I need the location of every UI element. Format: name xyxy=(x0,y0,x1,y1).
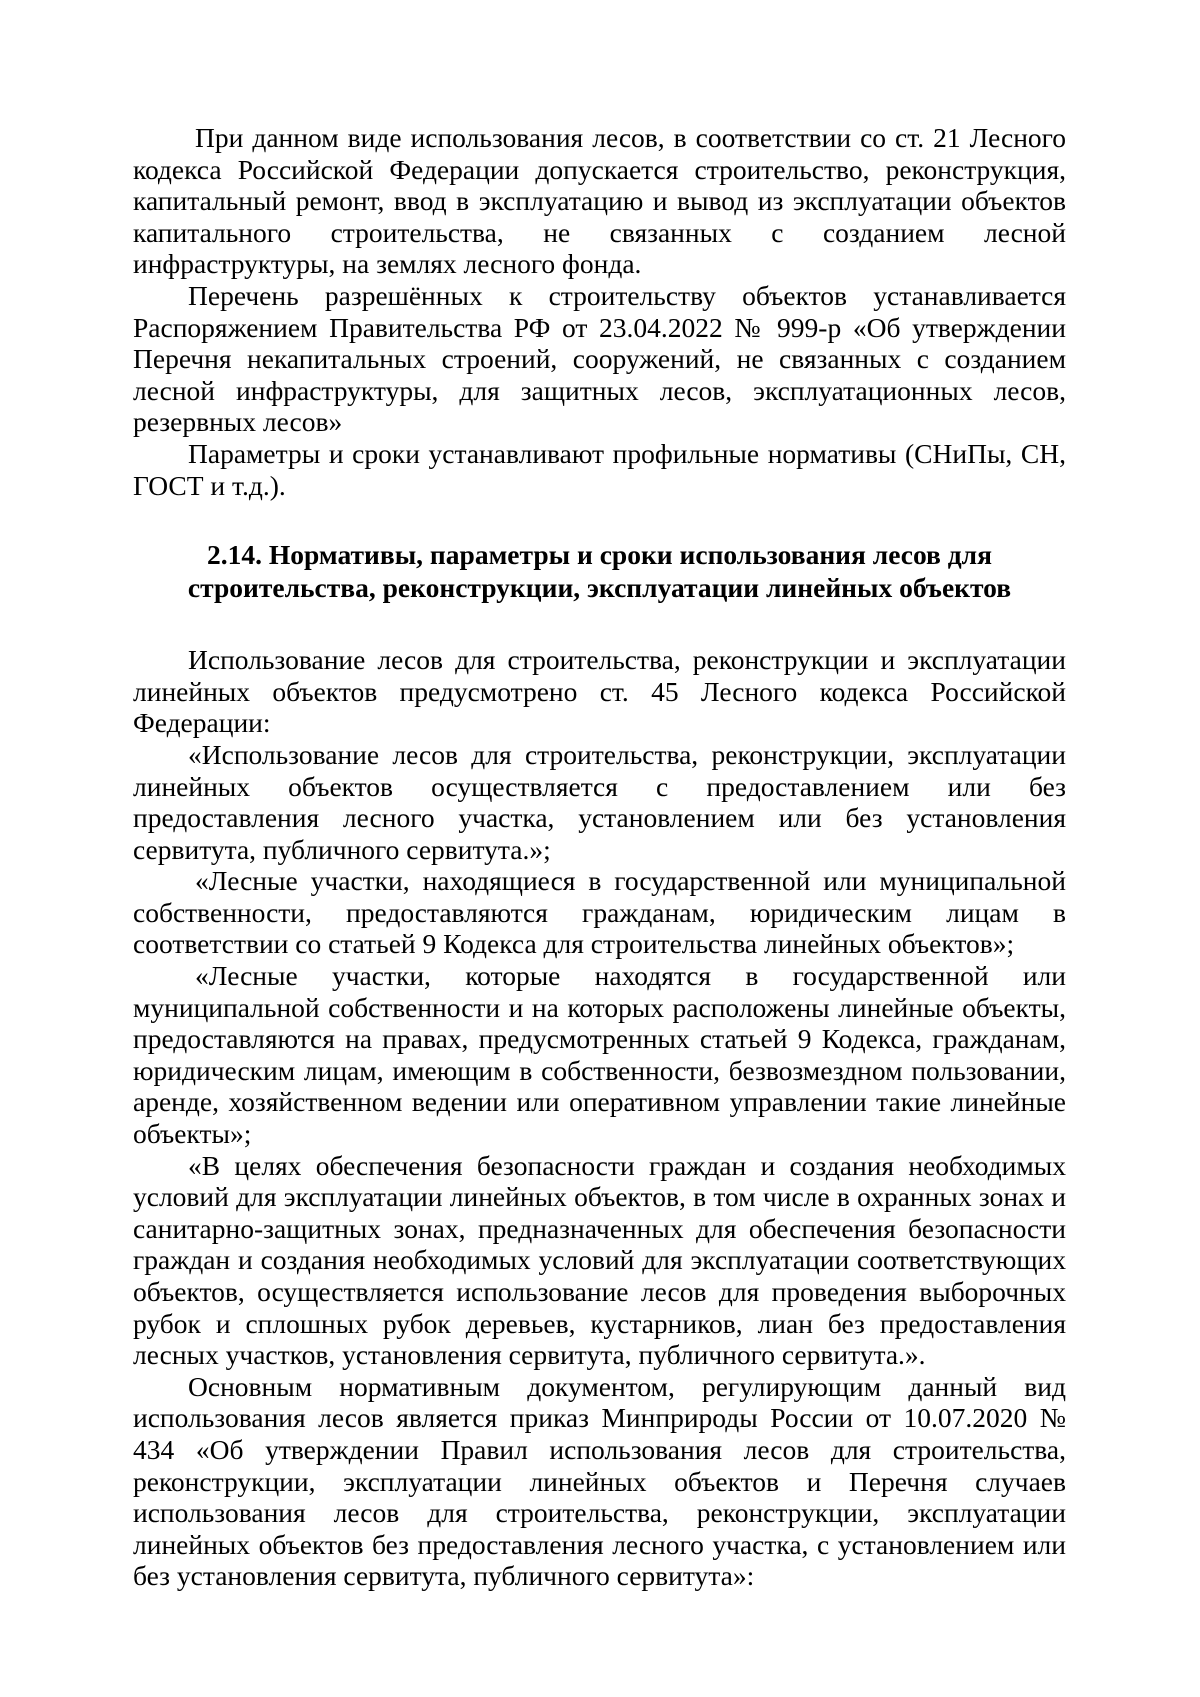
paragraph-article-45: Использование лесов для строительства, реконструкции и эксплуатации линейных объектов предусмотрено ст. 45 Лесного кодекса Российской Федерации: xyxy=(133,644,1066,739)
paragraph-quote-use-of-forests: «Использование лесов для строительства, реконструкции, эксплуатации линейных объектов осуществляется с предоставлением или без предоставления лесного участка, установлением или без установления сервитута, публичного сервитута.»; xyxy=(133,738,1066,865)
paragraph-quote-safety-zones: «В целях обеспечения безопасности граждан и создания необходимых условий для эксплуатации линейных объектов, в том числе в охранных зонах и санитарно-защитных зонах, предназначенных для обеспечения безопасности граждан и создания необходимых условий для эксплуатации соответствующих объектов, осуществляется использование лесов для проведения выборочных рубок и сплошных рубок деревьев, кустарников, лиан без предоставления лесных участков, установления сервитута, публичного сервитута.». xyxy=(133,1149,1066,1371)
paragraph-quote-state-plots: «Лесные участки, находящиеся в государственной или муниципальной собственности, предоставляются гражданам, юридическим лицам в соответствии со статьей 9 Кодекса для строительства линейных объектов»; xyxy=(133,865,1066,960)
document-page xyxy=(133,122,1066,1592)
paragraph-allowed-objects-list: Перечень разрешённых к строительству объектов устанавливается Распоряжением Правительства РФ от 23.04.2022 № 999-р «Об утверждении Перечня некапитальных строений, сооружений, не связанных с созданием лесной инфраструктуры, для защитных лесов, эксплуатационных лесов, резервных лесов» xyxy=(133,279,1066,438)
paragraph-forest-use-construction: При данном виде использования лесов, в соответствии со ст. 21 Лесного кодекса Российской Федерации допускается строительство, реконструкция, капитальный ремонт, ввод в эксплуатацию и вывод из эксплуатации объектов капитального строительства, не связанных с созданием лесной инфраструктуры, на землях лесного фонда. xyxy=(133,122,1066,280)
paragraph-parameters-terms: Параметры и сроки устанавливают профильные нормативы (СНиПы, СН, ГОСТ и т.д.). xyxy=(133,437,1066,501)
paragraph-main-regulation: Основным нормативным документом, регулирующим данный вид использования лесов является приказ Минприроды России от 10.07.2020 № 434 «Об утверждении Правил использования лесов для строительства, реконструкции, эксплуатации линейных объектов и Перечня случаев использования лесов для строительства, реконструкции, эксплуатации линейных объектов без предоставления лесного участка, с установлением или без установления сервитута, публичного сервитута»: xyxy=(133,1370,1066,1592)
section-heading-2-14 xyxy=(133,538,1066,604)
section-heading-line-2: строительства, реконструкции, эксплуатации линейных объектов xyxy=(187,572,1012,604)
paragraph-quote-linear-objects-plots: «Лесные участки, которые находятся в государственной или муниципальной собственности и на которых расположены линейные объекты, предоставляются на правах, предусмотренных статьей 9 Кодекса, гражданам, юридическим лицам, имеющим в собственности, безвозмездном пользовании, аренде, хозяйственном ведении или оперативном управлении такие линейные объекты»; xyxy=(133,960,1066,1150)
section-heading-line-1: 2.14. Нормативы, параметры и сроки использования лесов для xyxy=(207,539,992,571)
